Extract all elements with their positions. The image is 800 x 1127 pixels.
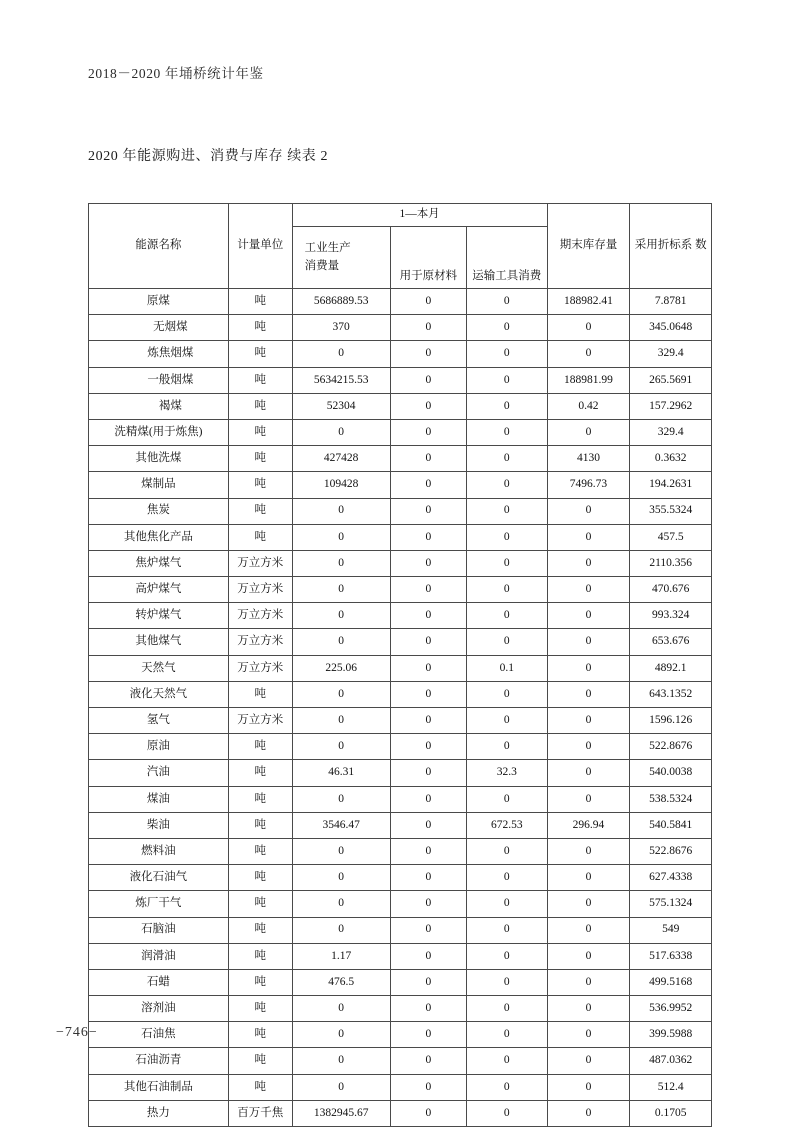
cell-transport: 32.3: [466, 760, 547, 786]
cell-unit: 吨: [228, 917, 292, 943]
cell-raw-material: 0: [390, 629, 466, 655]
cell-unit: 吨: [228, 865, 292, 891]
cell-raw-material: 0: [390, 996, 466, 1022]
header-industrial-consumption: [292, 227, 390, 289]
cell-transport: 0: [466, 367, 547, 393]
cell-transport: 0: [466, 996, 547, 1022]
cell-unit: 吨: [228, 812, 292, 838]
cell-coefficient: 487.0362: [630, 1048, 712, 1074]
cell-industrial-consumption: 0: [292, 341, 390, 367]
cell-raw-material: 0: [390, 498, 466, 524]
cell-raw-material: 0: [390, 655, 466, 681]
table-title: 2020 年能源购进、消费与库存 续表 2: [88, 149, 329, 164]
cell-unit: 吨: [228, 943, 292, 969]
cell-transport: 0: [466, 891, 547, 917]
cell-raw-material: 0: [390, 550, 466, 576]
cell-industrial-consumption: 1.17: [292, 943, 390, 969]
table-row: [89, 472, 712, 498]
cell-raw-material: 0: [390, 838, 466, 864]
cell-coefficient: 549: [630, 917, 712, 943]
cell-unit: 万立方米: [228, 603, 292, 629]
cell-ending-stock: 188981.99: [547, 367, 630, 393]
cell-coefficient: 157.2962: [630, 393, 712, 419]
cell-industrial-consumption: 0: [292, 917, 390, 943]
cell-raw-material: 0: [390, 577, 466, 603]
cell-transport: 0: [466, 498, 547, 524]
cell-ending-stock: 0: [547, 786, 630, 812]
header-group-month: 1—本月: [292, 204, 547, 227]
cell-ending-stock: 0: [547, 341, 630, 367]
cell-ending-stock: 0: [547, 838, 630, 864]
table-row: [89, 838, 712, 864]
table-row: [89, 1100, 712, 1126]
table-row: [89, 629, 712, 655]
cell-industrial-consumption: 0: [292, 577, 390, 603]
cell-energy-name: 炼厂干气: [89, 891, 229, 917]
cell-unit: 万立方米: [228, 708, 292, 734]
cell-transport: 0: [466, 289, 547, 315]
cell-transport: 0: [466, 603, 547, 629]
cell-ending-stock: 0.42: [547, 393, 630, 419]
cell-ending-stock: 0: [547, 550, 630, 576]
cell-transport: 0: [466, 472, 547, 498]
cell-coefficient: 627.4338: [630, 865, 712, 891]
header-raw-material: 用于原材料: [390, 266, 466, 289]
cell-unit: 吨: [228, 1074, 292, 1100]
cell-energy-name: 转炉煤气: [89, 603, 229, 629]
cell-transport: 0: [466, 315, 547, 341]
cell-raw-material: 0: [390, 1074, 466, 1100]
header-coefficient-line1: 采用折标系: [634, 239, 693, 252]
cell-industrial-consumption: 0: [292, 524, 390, 550]
cell-unit: 吨: [228, 419, 292, 445]
table-row: [89, 1048, 712, 1074]
table-row: [89, 524, 712, 550]
cell-raw-material: 0: [390, 1022, 466, 1048]
table-row: [89, 1022, 712, 1048]
cell-energy-name: 溶剂油: [89, 996, 229, 1022]
cell-raw-material: 0: [390, 891, 466, 917]
cell-unit: 万立方米: [228, 655, 292, 681]
cell-energy-name: 石油沥青: [89, 1048, 229, 1074]
table-row: [89, 917, 712, 943]
cell-coefficient: 345.0648: [630, 315, 712, 341]
cell-energy-name: 原油: [89, 734, 229, 760]
cell-energy-name: 其他洗煤: [89, 446, 229, 472]
cell-energy-name: 煤油: [89, 786, 229, 812]
cell-industrial-consumption: 0: [292, 734, 390, 760]
table-row: [89, 655, 712, 681]
cell-industrial-consumption: 0: [292, 786, 390, 812]
cell-energy-name: 原煤: [89, 289, 229, 315]
cell-transport: 0: [466, 943, 547, 969]
cell-energy-name: 润滑油: [89, 943, 229, 969]
cell-ending-stock: 0: [547, 1074, 630, 1100]
table-row: [89, 996, 712, 1022]
cell-raw-material: 0: [390, 786, 466, 812]
cell-industrial-consumption: 0: [292, 603, 390, 629]
cell-coefficient: 575.1324: [630, 891, 712, 917]
cell-transport: 0: [466, 865, 547, 891]
table-row: [89, 367, 712, 393]
cell-energy-name: 高炉煤气: [89, 577, 229, 603]
cell-coefficient: 0.1705: [630, 1100, 712, 1126]
cell-unit: 吨: [228, 786, 292, 812]
cell-coefficient: 4892.1: [630, 655, 712, 681]
cell-transport: 0: [466, 446, 547, 472]
cell-industrial-consumption: 0: [292, 708, 390, 734]
cell-ending-stock: 0: [547, 315, 630, 341]
table-row: [89, 603, 712, 629]
cell-coefficient: 517.6338: [630, 943, 712, 969]
cell-ending-stock: 0: [547, 865, 630, 891]
cell-industrial-consumption: 370: [292, 315, 390, 341]
table-row: [89, 498, 712, 524]
cell-ending-stock: 296.94: [547, 812, 630, 838]
cell-unit: 吨: [228, 891, 292, 917]
cell-coefficient: 512.4: [630, 1074, 712, 1100]
cell-unit: 吨: [228, 315, 292, 341]
cell-ending-stock: 0: [547, 943, 630, 969]
header-spacer-raw: [390, 227, 466, 267]
cell-energy-name: 液化天然气: [89, 681, 229, 707]
cell-transport: 0: [466, 524, 547, 550]
cell-industrial-consumption: 0: [292, 838, 390, 864]
cell-raw-material: 0: [390, 1100, 466, 1126]
cell-ending-stock: 0: [547, 891, 630, 917]
cell-energy-name: 一般烟煤: [89, 367, 229, 393]
cell-coefficient: 457.5: [630, 524, 712, 550]
cell-industrial-consumption: 0: [292, 498, 390, 524]
cell-energy-name: 煤制品: [89, 472, 229, 498]
cell-industrial-consumption: 52304: [292, 393, 390, 419]
cell-unit: 吨: [228, 734, 292, 760]
cell-coefficient: 540.0038: [630, 760, 712, 786]
cell-energy-name: 柴油: [89, 812, 229, 838]
cell-industrial-consumption: 0: [292, 1074, 390, 1100]
cell-transport: 0: [466, 969, 547, 995]
cell-unit: 吨: [228, 341, 292, 367]
cell-ending-stock: 0: [547, 1100, 630, 1126]
cell-unit: 吨: [228, 681, 292, 707]
cell-industrial-consumption: 0: [292, 681, 390, 707]
cell-coefficient: 265.5691: [630, 367, 712, 393]
cell-energy-name: 天然气: [89, 655, 229, 681]
cell-ending-stock: 0: [547, 603, 630, 629]
table-row: [89, 550, 712, 576]
cell-industrial-consumption: 427428: [292, 446, 390, 472]
cell-unit: 吨: [228, 524, 292, 550]
cell-energy-name: 其他煤气: [89, 629, 229, 655]
cell-raw-material: 0: [390, 708, 466, 734]
cell-industrial-consumption: 5686889.53: [292, 289, 390, 315]
cell-energy-name: 石脑油: [89, 917, 229, 943]
cell-industrial-consumption: 0: [292, 419, 390, 445]
cell-coefficient: 653.676: [630, 629, 712, 655]
cell-raw-material: 0: [390, 315, 466, 341]
cell-coefficient: 499.5168: [630, 969, 712, 995]
cell-industrial-consumption: 0: [292, 550, 390, 576]
cell-industrial-consumption: 3546.47: [292, 812, 390, 838]
cell-industrial-consumption: 0: [292, 1048, 390, 1074]
cell-coefficient: 399.5988: [630, 1022, 712, 1048]
cell-energy-name: 无烟煤: [89, 315, 229, 341]
cell-unit: 吨: [228, 446, 292, 472]
header-energy-name: 能源名称: [89, 204, 229, 289]
table-header-row-1: [89, 204, 712, 227]
cell-unit: 吨: [228, 393, 292, 419]
cell-ending-stock: 0: [547, 655, 630, 681]
cell-coefficient: 993.324: [630, 603, 712, 629]
cell-raw-material: 0: [390, 969, 466, 995]
table-row: [89, 681, 712, 707]
cell-ending-stock: 0: [547, 760, 630, 786]
cell-energy-name: 褐煤: [89, 393, 229, 419]
table-row: [89, 708, 712, 734]
cell-unit: 吨: [228, 760, 292, 786]
cell-unit: 吨: [228, 1022, 292, 1048]
cell-industrial-consumption: 0: [292, 996, 390, 1022]
cell-transport: 0: [466, 393, 547, 419]
cell-transport: 0: [466, 708, 547, 734]
cell-energy-name: 热力: [89, 1100, 229, 1126]
cell-energy-name: 石蜡: [89, 969, 229, 995]
cell-energy-name: 焦炭: [89, 498, 229, 524]
cell-transport: 0: [466, 550, 547, 576]
cell-ending-stock: 0: [547, 996, 630, 1022]
cell-raw-material: 0: [390, 524, 466, 550]
cell-unit: 吨: [228, 996, 292, 1022]
cell-industrial-consumption: 0: [292, 865, 390, 891]
cell-unit: 吨: [228, 1048, 292, 1074]
cell-unit: 吨: [228, 289, 292, 315]
cell-coefficient: 355.5324: [630, 498, 712, 524]
cell-energy-name: 焦炉煤气: [89, 550, 229, 576]
cell-coefficient: 194.2631: [630, 472, 712, 498]
cell-coefficient: 470.676: [630, 577, 712, 603]
cell-raw-material: 0: [390, 812, 466, 838]
cell-ending-stock: 0: [547, 681, 630, 707]
table-header: [89, 204, 712, 289]
cell-coefficient: 329.4: [630, 419, 712, 445]
cell-transport: 0: [466, 341, 547, 367]
cell-coefficient: 7.8781: [630, 289, 712, 315]
header-spacer-transport: [466, 227, 547, 267]
cell-transport: 0: [466, 734, 547, 760]
table-row: [89, 943, 712, 969]
cell-coefficient: 540.5841: [630, 812, 712, 838]
cell-transport: 0: [466, 1074, 547, 1100]
cell-ending-stock: 0: [547, 577, 630, 603]
cell-unit: 万立方米: [228, 577, 292, 603]
cell-industrial-consumption: 0: [292, 1022, 390, 1048]
cell-coefficient: 329.4: [630, 341, 712, 367]
cell-coefficient: 522.8676: [630, 734, 712, 760]
cell-transport: 0: [466, 1048, 547, 1074]
cell-transport: 0: [466, 629, 547, 655]
cell-energy-name: 石油焦: [89, 1022, 229, 1048]
cell-transport: 0: [466, 838, 547, 864]
cell-transport: 0: [466, 577, 547, 603]
cell-ending-stock: 0: [547, 1022, 630, 1048]
cell-energy-name: 其他焦化产品: [89, 524, 229, 550]
cell-raw-material: 0: [390, 341, 466, 367]
cell-unit: 吨: [228, 969, 292, 995]
running-head: 2018－2020 年埇桥统计年鉴: [88, 66, 264, 81]
cell-ending-stock: 0: [547, 734, 630, 760]
cell-coefficient: 0.3632: [630, 446, 712, 472]
cell-unit: 吨: [228, 838, 292, 864]
table-row: [89, 393, 712, 419]
cell-raw-material: 0: [390, 943, 466, 969]
cell-raw-material: 0: [390, 681, 466, 707]
cell-ending-stock: 0: [547, 969, 630, 995]
header-industrial-line2: 消费量: [304, 259, 340, 272]
cell-transport: 0: [466, 1100, 547, 1126]
cell-transport: 672.53: [466, 812, 547, 838]
table-row: [89, 786, 712, 812]
cell-energy-name: 氢气: [89, 708, 229, 734]
cell-unit: 万立方米: [228, 629, 292, 655]
cell-ending-stock: 0: [547, 629, 630, 655]
table-row: [89, 577, 712, 603]
cell-energy-name: 洗精煤(用于炼焦): [89, 419, 229, 445]
cell-ending-stock: 0: [547, 708, 630, 734]
cell-raw-material: 0: [390, 1048, 466, 1074]
cell-ending-stock: 4130: [547, 446, 630, 472]
cell-raw-material: 0: [390, 367, 466, 393]
cell-raw-material: 0: [390, 393, 466, 419]
cell-energy-name: 液化石油气: [89, 865, 229, 891]
cell-ending-stock: 0: [547, 524, 630, 550]
cell-unit: 吨: [228, 367, 292, 393]
cell-raw-material: 0: [390, 446, 466, 472]
cell-transport: 0: [466, 681, 547, 707]
cell-industrial-consumption: 0: [292, 629, 390, 655]
cell-ending-stock: 0: [547, 1048, 630, 1074]
header-transport-consumption: 运输工具消费: [466, 266, 547, 289]
table-row: [89, 969, 712, 995]
cell-coefficient: 522.8676: [630, 838, 712, 864]
cell-transport: 0: [466, 419, 547, 445]
table-row: [89, 289, 712, 315]
cell-industrial-consumption: 476.5: [292, 969, 390, 995]
cell-raw-material: 0: [390, 760, 466, 786]
cell-unit: 吨: [228, 498, 292, 524]
cell-energy-name: 炼焦烟煤: [89, 341, 229, 367]
header-coefficient: [630, 204, 712, 289]
cell-ending-stock: 0: [547, 498, 630, 524]
cell-transport: 0: [466, 786, 547, 812]
cell-energy-name: 燃料油: [89, 838, 229, 864]
cell-industrial-consumption: 46.31: [292, 760, 390, 786]
table-body: [89, 289, 712, 1127]
header-ending-stock: 期末库存量: [547, 204, 630, 289]
cell-raw-material: 0: [390, 472, 466, 498]
cell-transport: 0.1: [466, 655, 547, 681]
cell-coefficient: 643.1352: [630, 681, 712, 707]
cell-coefficient: 2110.356: [630, 550, 712, 576]
cell-raw-material: 0: [390, 289, 466, 315]
page-number: −746−: [56, 1025, 98, 1040]
cell-ending-stock: 188982.41: [547, 289, 630, 315]
table-row: [89, 891, 712, 917]
cell-unit: 万立方米: [228, 550, 292, 576]
cell-raw-material: 0: [390, 865, 466, 891]
cell-energy-name: 其他石油制品: [89, 1074, 229, 1100]
cell-raw-material: 0: [390, 734, 466, 760]
cell-transport: 0: [466, 917, 547, 943]
table-row: [89, 812, 712, 838]
table-row: [89, 760, 712, 786]
table-row: [89, 734, 712, 760]
cell-ending-stock: 0: [547, 419, 630, 445]
table-row: [89, 419, 712, 445]
table-row: [89, 865, 712, 891]
cell-raw-material: 0: [390, 917, 466, 943]
cell-coefficient: 1596.126: [630, 708, 712, 734]
cell-unit: 吨: [228, 472, 292, 498]
table-row: [89, 315, 712, 341]
cell-ending-stock: 7496.73: [547, 472, 630, 498]
cell-raw-material: 0: [390, 603, 466, 629]
cell-unit: 百万千焦: [228, 1100, 292, 1126]
cell-ending-stock: 0: [547, 917, 630, 943]
cell-industrial-consumption: 225.06: [292, 655, 390, 681]
table-row: [89, 446, 712, 472]
cell-coefficient: 536.9952: [630, 996, 712, 1022]
energy-table: [88, 203, 712, 1127]
cell-coefficient: 538.5324: [630, 786, 712, 812]
cell-industrial-consumption: 0: [292, 891, 390, 917]
table-row: [89, 341, 712, 367]
energy-table-container: [88, 203, 712, 1127]
cell-raw-material: 0: [390, 419, 466, 445]
table-row: [89, 1074, 712, 1100]
cell-industrial-consumption: 5634215.53: [292, 367, 390, 393]
cell-industrial-consumption: 1382945.67: [292, 1100, 390, 1126]
header-industrial-line1: 工业生产: [304, 242, 351, 255]
header-unit: 计量单位: [228, 204, 292, 289]
cell-industrial-consumption: 109428: [292, 472, 390, 498]
header-coefficient-line2: 数: [695, 239, 707, 252]
cell-energy-name: 汽油: [89, 760, 229, 786]
cell-transport: 0: [466, 1022, 547, 1048]
